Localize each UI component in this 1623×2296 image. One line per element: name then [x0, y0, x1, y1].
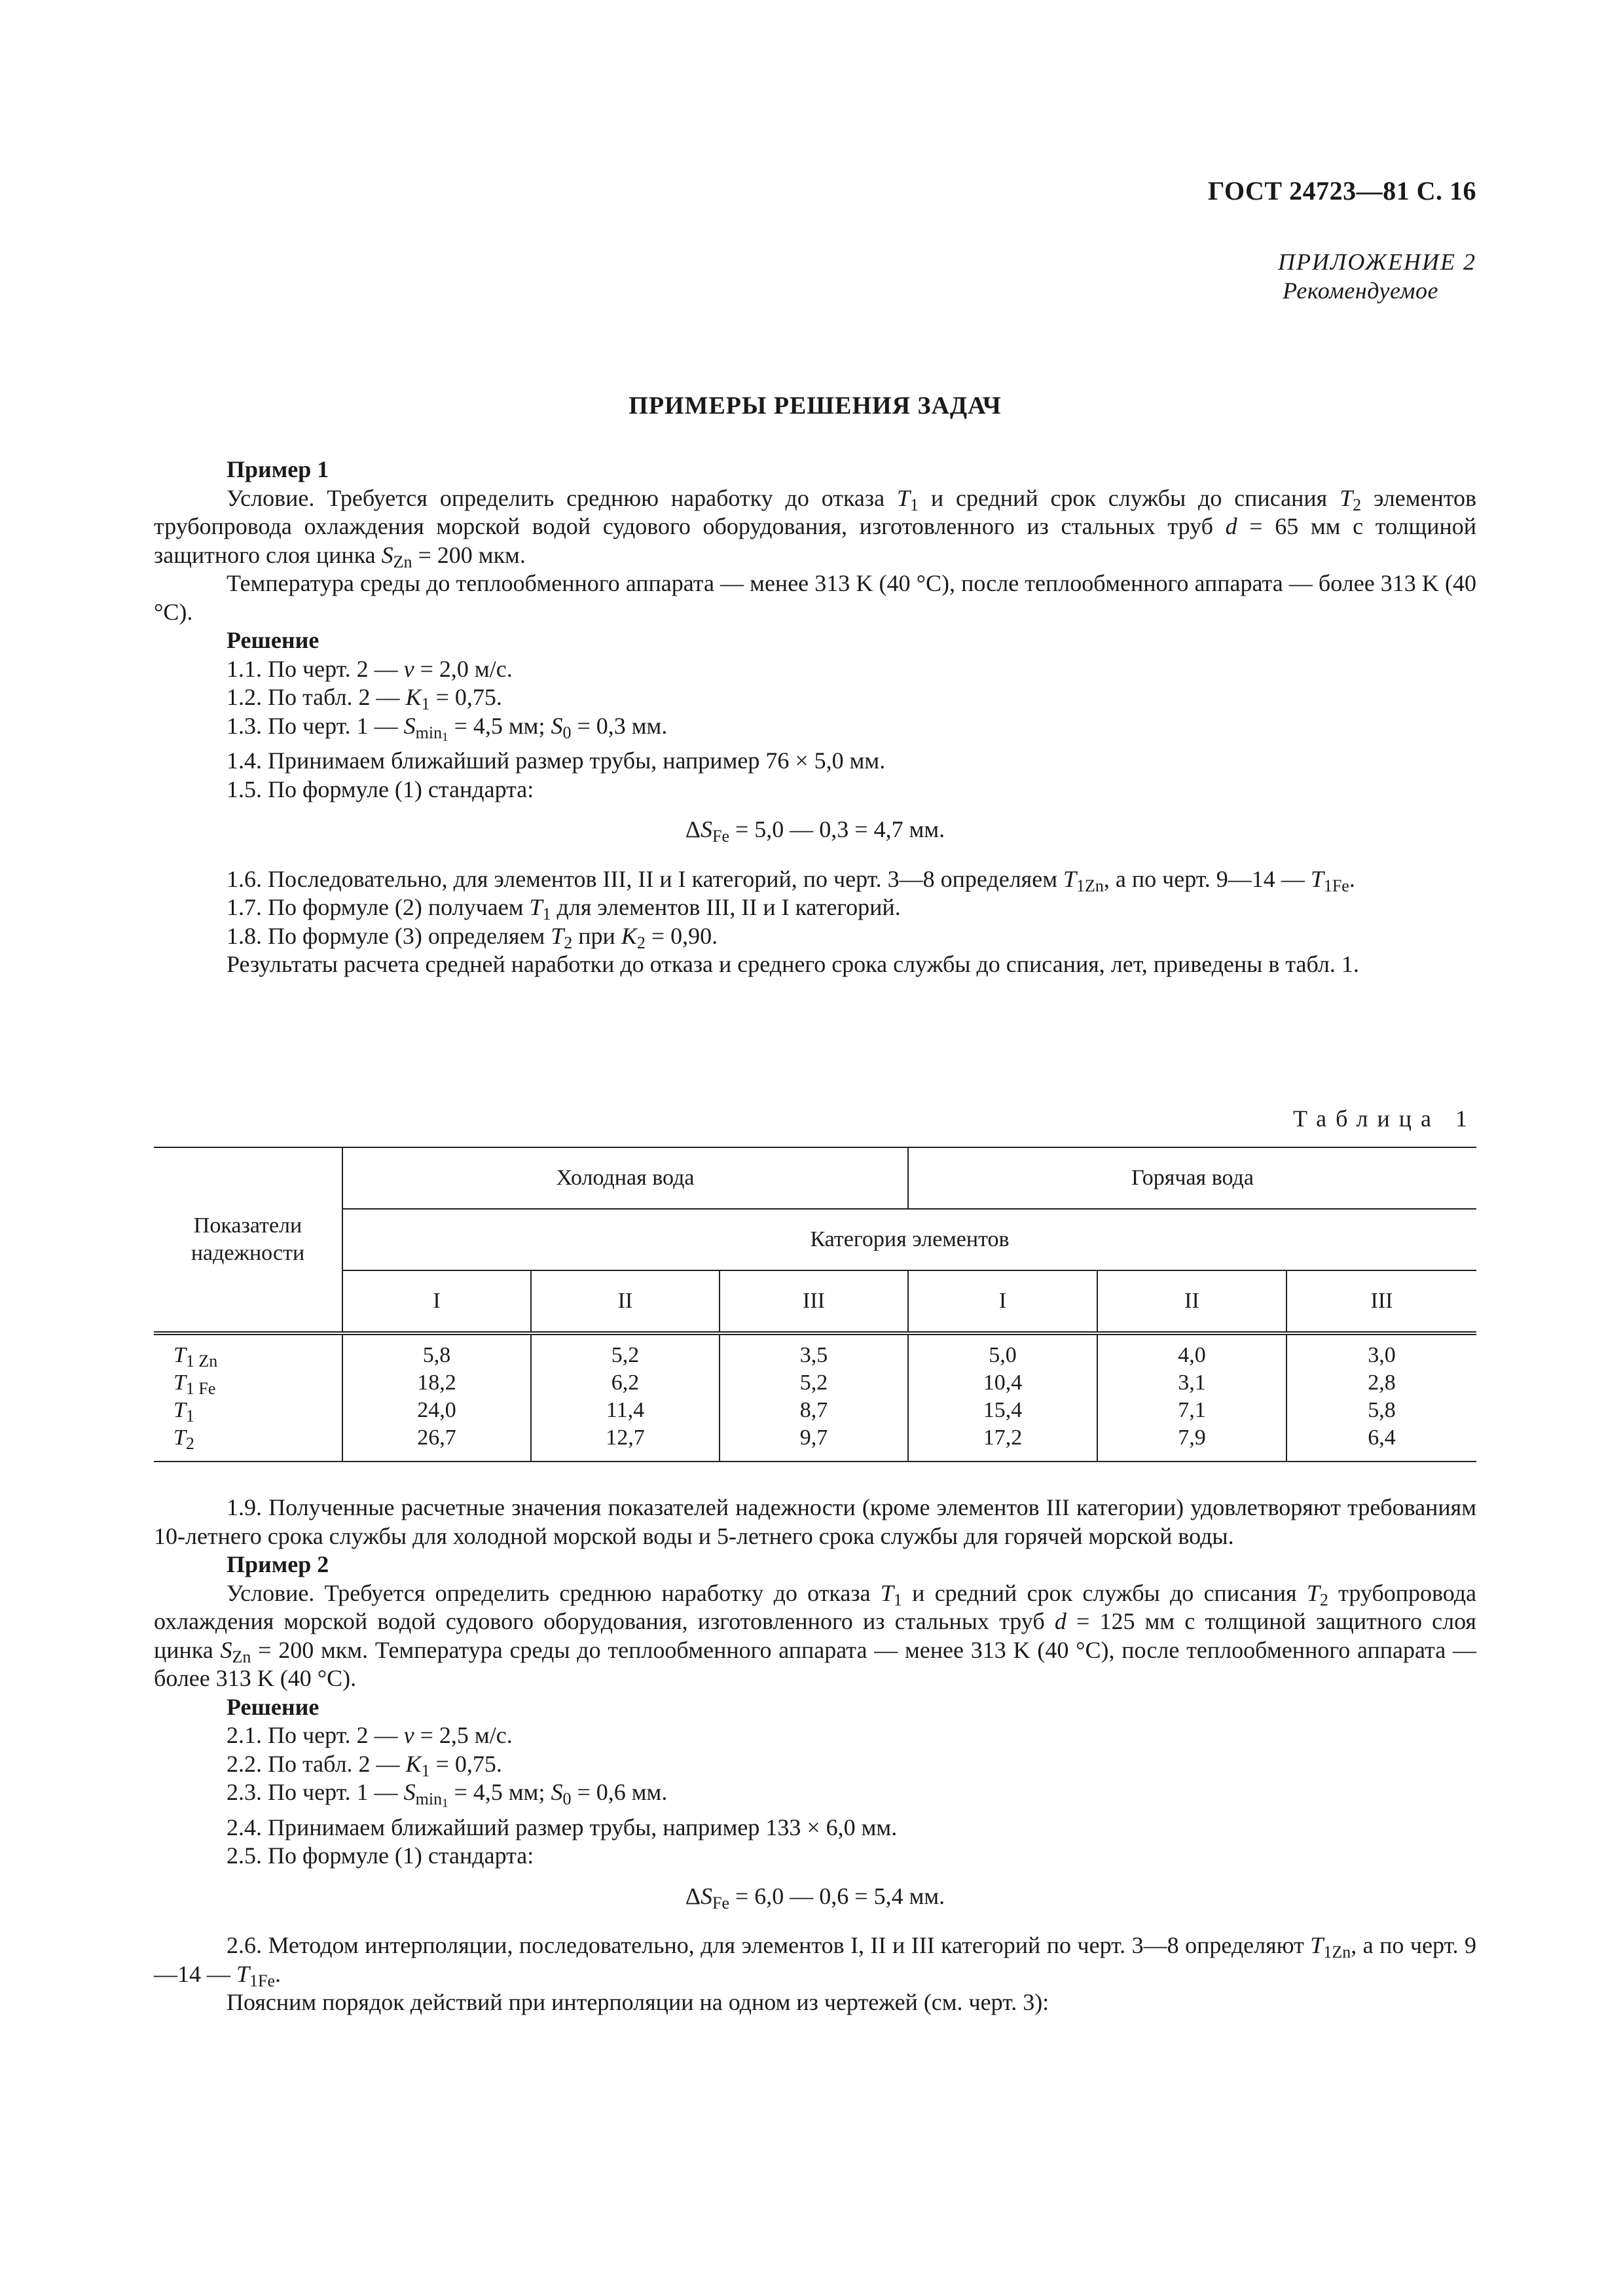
table-cell: 24,0 — [417, 1398, 456, 1422]
category-hot-2: II — [1097, 1270, 1286, 1333]
table-cell: 11,4 — [606, 1398, 645, 1422]
values-hot-3 — [1286, 1333, 1476, 1462]
step-1-1: 1.1. По черт. 2 — v = 2,0 м/с. — [227, 655, 513, 682]
step-1-9: 1.9. Полученные расчетные значения показателей надежности (кроме элементов III категории) удовлетворяют требованиям 10-летнего срока службы для холодной морской воды и 5-летнего срока службы для горячей морской воды. — [154, 1494, 1476, 1549]
equation-1: $\Delta S_{Fe} = 5,0$ — 0,3 = 4,7 мм. — [685, 816, 945, 846]
example-1-temperature: Температура среды до теплообменного аппарата — менее 313 K (40 °C), после теплообменного аппарата — более 313 K (40 °C). — [154, 570, 1476, 625]
table-cell: 26,7 — [417, 1426, 456, 1450]
table-cell: 9,7 — [799, 1426, 828, 1450]
example-2-solution-label: Решение — [227, 1693, 319, 1720]
table-cell: 12,7 — [606, 1426, 645, 1450]
cold-water-header: Холодная вода — [342, 1147, 908, 1209]
example-2-block — [154, 1494, 1476, 2017]
table-cell: 15,4 — [983, 1398, 1023, 1422]
indicator-t1fe: $T_{1 Fe}$ — [173, 1371, 216, 1398]
indicator-column — [154, 1333, 342, 1462]
step-1-6: 1.6. Последовательно, для элементов III, II и I категорий, по черт. 3—8 определяем $T_{1Zn}$, а по черт. 9—14 — $T_{1Fe}$. — [227, 865, 1355, 895]
step-1-7: 1.7. По формуле (2) получаем $T_1$ для элементов III, II и I категорий. — [227, 894, 901, 924]
appendix-number: ПРИЛОЖЕНИЕ 2 — [1278, 249, 1476, 275]
table-cell: 3,1 — [1178, 1371, 1206, 1395]
table-cell: 4,0 — [1178, 1343, 1206, 1367]
example-2-condition: Условие. Требуется определить среднюю наработку до отказа $T_1$ и средний срок службы до списания $T_2$ трубопровода охлаждения морской водой судового оборудования, изготовленного из стальных труб d = 125 мм с толщиной защитного слоя цинка $S_{Zn} = 200$ мкм. Температура среды до теплообменного аппарата — менее 313 K (40 °C), после теплообменного аппарата — более 313 K (40 °C). — [154, 1579, 1476, 1691]
step-1-5: 1.5. По формуле (1) стандарта: — [227, 776, 534, 802]
equation-2: $\Delta S_{Fe} = 6,0$ — 0,6 = 5,4 мм. — [685, 1882, 945, 1912]
category-hot-3: III — [1286, 1270, 1476, 1333]
table-cell: 5,2 — [611, 1343, 640, 1367]
table-cell: 8,7 — [799, 1398, 828, 1422]
table-cell: 5,2 — [799, 1371, 828, 1395]
table-cell: 5,8 — [1368, 1398, 1396, 1422]
table-cell: 10,4 — [983, 1371, 1023, 1395]
values-hot-1 — [908, 1333, 1097, 1462]
table-1-caption: Таблица 1 — [1293, 1105, 1476, 1132]
results-text: Результаты расчета средней наработки до отказа и среднего срока службы до списания, лет, приведены в табл. 1. — [227, 951, 1359, 977]
table-cell: 17,2 — [983, 1426, 1023, 1450]
example-1-label: Пример 1 — [227, 456, 329, 482]
step-1-2: 1.2. По табл. 2 — $K_1 = 0,75$. — [227, 684, 502, 713]
table-cell: 5,8 — [422, 1343, 451, 1367]
example-1-solution-label: Решение — [227, 627, 319, 653]
example-1-condition: Условие. Требуется определить среднюю наработку до отказа $T_1$ и средний срок службы до списания $T_2$ элементов трубопровода охлаждения морской водой судового оборудования, изготовленного из стальных труб d = 65 мм с толщиной защитного слоя цинка $S_{Zn} = 200$ мкм. — [154, 484, 1477, 571]
table-cell: 7,1 — [1178, 1398, 1206, 1422]
table-cell: 18,2 — [417, 1371, 456, 1395]
section-title: ПРИМЕРЫ РЕШЕНИЯ ЗАДАЧ — [629, 392, 1002, 420]
values-cold-2 — [531, 1333, 720, 1462]
step-1-3: 1.3. По черт. 1 — $S_{min1} = 4,5$ мм; $S_0 = 0,3$ мм. — [227, 712, 668, 744]
standard-page-header: ГОСТ 24723—81 С. 16 — [1207, 176, 1476, 206]
table-cell: 5,0 — [989, 1343, 1017, 1367]
table-cell: 3,5 — [799, 1343, 828, 1367]
step-2-3: 2.3. По черт. 1 — $S_{min1} = 4,5$ мм; $S_0 = 0,6$ мм. — [227, 1779, 668, 1810]
table-body — [154, 1333, 1476, 1462]
category-hot-1: I — [908, 1270, 1097, 1333]
values-hot-2 — [1097, 1333, 1286, 1462]
indicator-t1zn: $T_{1 Zn}$ — [173, 1343, 218, 1371]
table-cell: 3,0 — [1368, 1343, 1396, 1367]
step-2-6: 2.6. Методом интерполяции, последовательно, для элементов I, II и III категорий по черт. 3—8 определяют $T_{1Zn}$, а по черт. 9—14 — $T_{1Fe}$. — [154, 1932, 1476, 1990]
indicator-t1: $T_1$ — [173, 1398, 194, 1426]
step-2-1: 2.1. По черт. 2 — v = 2,5 м/с. — [227, 1722, 513, 1748]
table-cell: 6,2 — [611, 1371, 640, 1395]
example-1-block — [154, 456, 1476, 979]
step-2-5: 2.5. По формуле (1) стандарта: — [227, 1842, 534, 1869]
table-1 — [154, 1147, 1476, 1462]
table-cell: 7,9 — [1178, 1426, 1206, 1450]
appendix-label — [1113, 247, 1476, 305]
step-2-4: 2.4. Принимаем ближайший размер трубы, например 133 × 6,0 мм. — [227, 1814, 898, 1840]
category-cold-2: II — [531, 1270, 720, 1333]
interpolation-intro: Поясним порядок действий при интерполяции на одном из чертежей (см. черт. 3): — [227, 1989, 1049, 2015]
step-2-2: 2.2. По табл. 2 — $K_1 = 0,75$. — [227, 1750, 502, 1780]
table-cell: 6,4 — [1368, 1426, 1396, 1450]
category-cold-3: III — [720, 1270, 908, 1333]
indicator-t2: $T_2$ — [173, 1426, 194, 1453]
row-header: Показатели надежности — [154, 1147, 342, 1333]
appendix-status: Рекомендуемое — [1283, 278, 1438, 304]
table-cell: 2,8 — [1368, 1371, 1396, 1395]
category-cold-1: I — [342, 1270, 531, 1333]
step-1-4: 1.4. Принимаем ближайший размер трубы, например 76 × 5,0 мм. — [227, 747, 886, 774]
category-header: Категория элементов — [342, 1209, 1476, 1270]
values-cold-1 — [342, 1333, 531, 1462]
hot-water-header: Горячая вода — [908, 1147, 1476, 1209]
values-cold-3 — [720, 1333, 908, 1462]
example-2-label: Пример 2 — [227, 1551, 329, 1577]
step-1-8: 1.8. По формуле (3) определяем $T_2$ при $K_2 = 0,90$. — [227, 922, 718, 952]
